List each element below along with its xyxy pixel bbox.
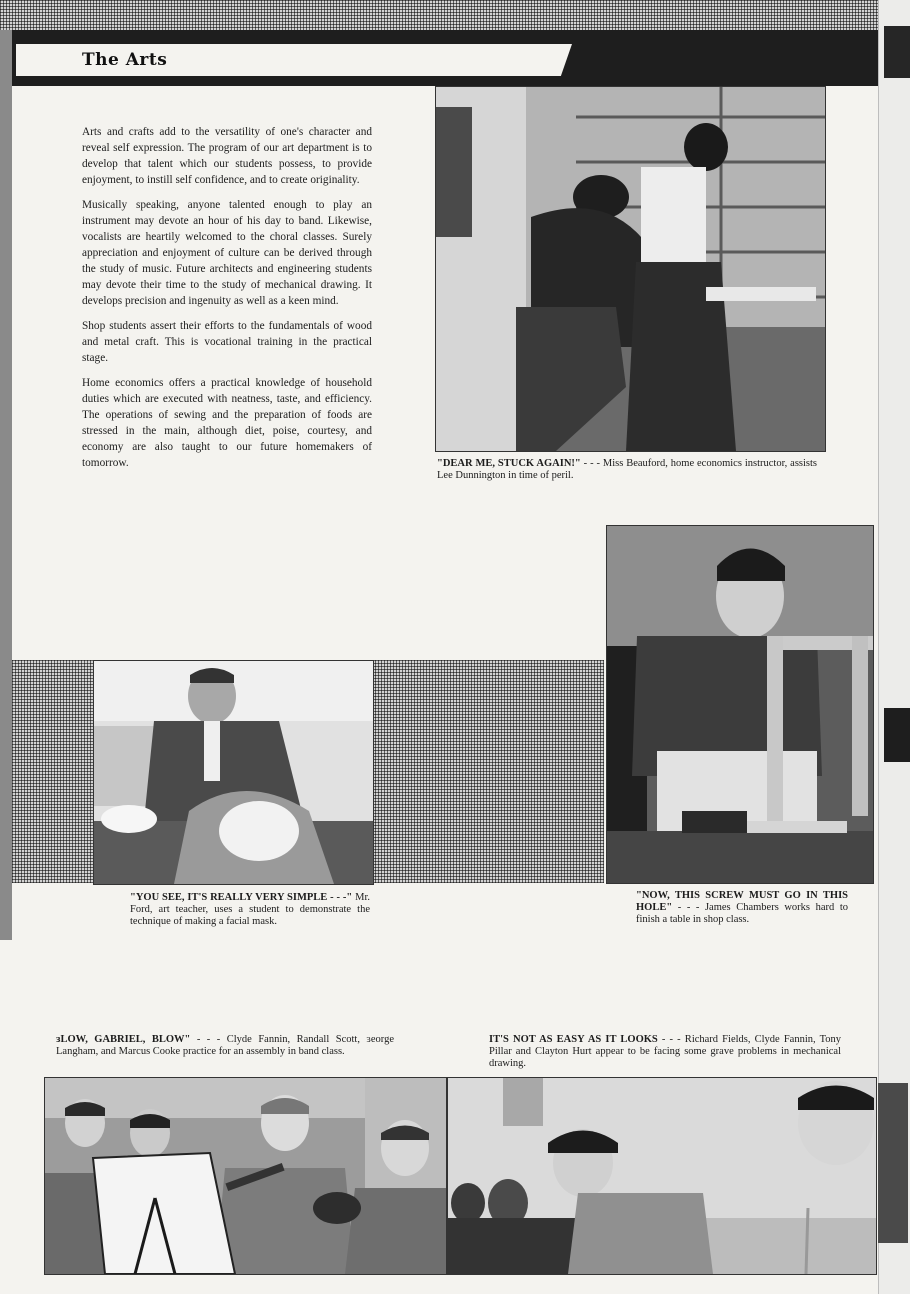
paragraph: Arts and crafts add to the versatility of one's character and reveal self expression. The program of our art department is to develop that talent which our students possess, to provide enjoyment, to instill self confidence, and to create originality. (82, 126, 372, 186)
caption-mechanical-drawing (489, 1034, 841, 1070)
halftone-panel (12, 660, 93, 883)
caption-text: - - - Richard Fields, Clyde Fannin, Tony Pillar and Clayton Hurt appear to be facing some grave problems in mechanical drawing. (489, 1034, 841, 1069)
caption-lead: "DEAR ME, STUCK AGAIN!" (437, 458, 581, 469)
adjacent-page-mark (884, 26, 910, 78)
caption-lead: "YOU SEE, IT'S REALLY VERY SIMPLE - - -" (130, 892, 353, 903)
halftone-panel (372, 660, 604, 883)
photo-band-class (44, 1077, 447, 1275)
caption-shop-class (636, 890, 848, 926)
caption-lead: IT'S NOT AS EASY AS IT LOOKS (489, 1034, 658, 1045)
photo-art-class (93, 660, 374, 885)
caption-text: - - - Miss Beauford, home economics instructor, assists Lee Dunnington in time of peril. (437, 458, 818, 481)
adjacent-page-mark (884, 708, 910, 762)
paragraph: Home economics offers a practical knowledge of household duties which are executed with neatness, taste, and efficiency. The operations of sewing and the preparation of foods are stressed in the main, although diet, poise, courtesy, and economy are also taught to our future homemakers of tomorrow. (82, 377, 372, 469)
caption-lead: ɜLOW, GABRIEL, BLOW" (56, 1034, 191, 1045)
photo-shop-class (606, 525, 874, 884)
photo-home-economics (435, 86, 826, 452)
caption-home-economics (437, 458, 817, 482)
left-binding-edge (0, 30, 12, 940)
caption-lead: "NOW, THIS SCREW MUST GO IN THIS HOLE" (636, 890, 848, 913)
caption-text: Mr. Ford, art teacher, uses a student to demonstrate the technique of making a facial mask. (130, 892, 370, 927)
photo-mechanical-drawing (447, 1077, 877, 1275)
caption-band-class (56, 1034, 394, 1058)
page-title: The Arts (82, 50, 168, 70)
paragraph: Musically speaking, anyone talented enough to play an instrument may devote an hour of his day to band. Likewise, vocalists are heartily welcomed to the choral classes. Surely appreciation and enjoyment of culture can be derived through the study of music. Future architects and engineering students may devote their time to the study of mechanical drawing. It develops precision and ingenuity as well as a keen mind. (82, 199, 372, 307)
paragraph: Shop students assert their efforts to the fundamentals of wood and metal craft. This is vocational training in the practical stage. (82, 320, 372, 364)
caption-text: - - - James Chambers works hard to finish a table in shop class. (636, 902, 848, 925)
caption-text: - - - Clyde Fannin, Randall Scott, ɜeorge Langham, and Marcus Cooke practice for an assembly in band class. (56, 1034, 394, 1057)
adjacent-page-photo-edge (878, 1083, 908, 1243)
caption-art-class (130, 892, 370, 928)
top-halftone-strip (0, 0, 878, 34)
body-text (82, 124, 372, 480)
